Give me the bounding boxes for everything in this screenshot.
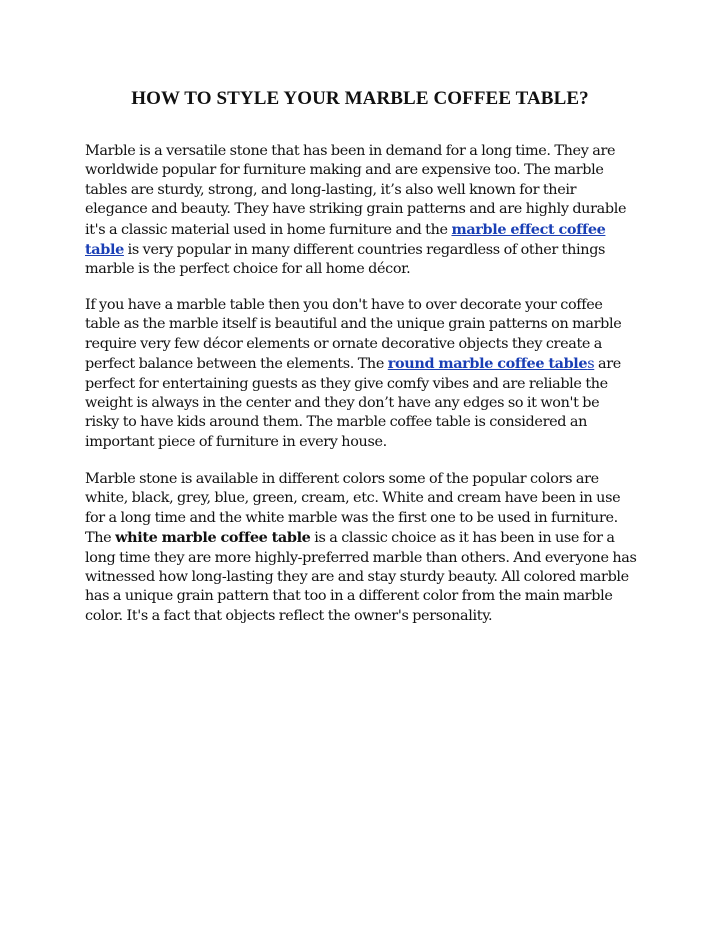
paragraph-colors-text: Marble stone is available in different colors some of the popular colors are white, black, grey, blue, green, cream, etc. White and cream have been in use for a long time and the white marble was the first one to be used in furniture. The	[85, 471, 621, 547]
marble-effect-coffee-table-link[interactable]: marble effect coffee table	[85, 220, 606, 259]
paragraph-intro-text-end: is very popular in many different countries regardless of other things marble is the perfect choice for all home décor.	[85, 242, 606, 278]
paragraph-colors	[85, 470, 637, 626]
paragraph-intro	[85, 142, 637, 280]
paragraph-decor	[85, 296, 637, 452]
page-title: HOW TO STYLE YOUR MARBLE COFFEE TABLE?	[131, 88, 589, 109]
paragraph-decor-text-end: are perfect for entertaining guests as they give comfy vibes and are reliable the weight is always in the center and they don’t have any edges so it won't be risky to have kids around them. The marble coffee table is considered an important piece of furniture in every house.	[85, 356, 621, 450]
round-marble-coffee-table-link-suffix[interactable]: s	[587, 356, 595, 373]
paragraph-colors-text-end: is a classic choice as it has been in use for a long time they are more highly-preferred marble than others. And everyone has witnessed how long-lasting they are and stay sturdy beauty. All colored marble has a unique grain pattern that too in a different color from the main marble color. It's a fact that objects reflect the owner's personality.	[85, 530, 637, 624]
paragraph-decor-text: If you have a marble table then you don't have to over decorate your coffee table as the marble itself is beautiful and the unique grain patterns on marble require very few décor elements or ornate decorative objects they create a perfect balance between the elements. The	[85, 297, 622, 373]
paragraph-intro-text: Marble is a versatile stone that has been in demand for a long time. They are worldwide popular for furniture making and are expensive too. The marble tables are sturdy, strong, and long-lasting, it’s also well known for their elegance and beauty. They have striking grain patterns and are highly durable it's a classic material used in home furniture and the	[85, 143, 627, 238]
round-marble-coffee-table-link[interactable]: round marble coffee table	[387, 355, 588, 373]
white-marble-coffee-table-bold: white marble coffee table	[115, 529, 311, 547]
